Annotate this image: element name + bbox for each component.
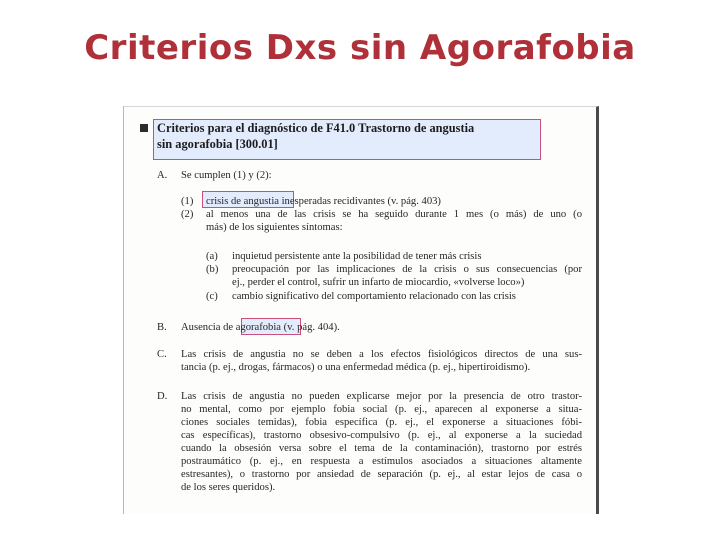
criteria-header-line2: sin agorafobia [300.01] (157, 136, 278, 151)
criterion-d-line7: estresantes), o trastorno por ansiedad de separación (p. ej., al estar lejos de casa o (181, 469, 582, 480)
criterion-a2a-label: (a) (206, 251, 218, 262)
criterion-d-line5: cuando la obsesión versa sobre el tema de la contaminación), trastorno por estrés (181, 443, 582, 454)
criterion-a2-label: (2) (181, 209, 194, 220)
criterion-d-line6: postraumático (p. ej., en respuesta a estímulos asociados a situaciones altamente (181, 456, 582, 467)
criterion-a-text: Se cumplen (1) y (2): (181, 170, 272, 181)
criterion-a2b-label: (b) (206, 264, 219, 275)
criterion-b-label: B. (157, 322, 167, 333)
slide-title: Criterios Dxs sin Agorafobia (84, 28, 636, 68)
criterion-a1-text: crisis de angustia inesperadas recidivantes (v. pág. 403) (206, 196, 441, 207)
criteria-header (157, 121, 542, 152)
diagnostic-criteria-text (124, 107, 600, 515)
criterion-d-line2: no mental, como por ejemplo fobia social (p. ej., aparecen al exponerse a situa- (181, 404, 582, 415)
criterion-a2-line1: al menos una de las crisis se ha seguido durante 1 mes (o más) de uno (o (206, 209, 582, 220)
criterion-a2c-text: cambio significativo del comportamiento relacionado con las crisis (232, 291, 516, 302)
criterion-c-line1: Las crisis de angustia no se deben a los efectos fisiológicos directos de una sus- (181, 349, 582, 360)
criterion-a1-label: (1) (181, 196, 194, 207)
criterion-d-label: D. (157, 391, 168, 402)
criterion-b-text: Ausencia de agorafobia (v. pág. 404). (181, 322, 340, 333)
criterion-a-label: A. (157, 170, 168, 181)
criteria-header-line1: Criterios para el diagnóstico de F41.0 Trastorno de angustia (157, 121, 475, 135)
criterion-d-line8: de los seres queridos). (181, 482, 276, 493)
criterion-d-line4: cas específicas), trastorno obsesivo-compulsivo (p. ej., al exponerse a la suciedad (181, 430, 582, 441)
criterion-a2b-line1: preocupación por las implicaciones de la crisis o sus consecuencias (por (232, 264, 582, 275)
criterion-d-line3: ciones sociales temidas), fobia específica (p. ej., el exponerse a situaciones fóbi- (181, 417, 582, 428)
criterion-c-line2: tancia (p. ej., drogas, fármacos) o una enfermedad médica (p. ej., hipertiroidismo). (181, 362, 531, 373)
header-bullet-icon (140, 124, 148, 132)
scanned-document-page (123, 106, 599, 514)
criterion-a2b-line2: ej., perder el control, sufrir un infarto de miocardio, «volverse loco») (232, 277, 525, 288)
criterion-d-line1: Las crisis de angustia no pueden explicarse mejor por la presencia de otro trastor- (181, 391, 582, 402)
criterion-a2a-text: inquietud persistente ante la posibilidad de tener más crisis (232, 251, 482, 262)
criterion-c-label: C. (157, 349, 167, 360)
criterion-a2-line2: más) de los siguientes síntomas: (206, 222, 343, 233)
criterion-a2c-label: (c) (206, 291, 218, 302)
